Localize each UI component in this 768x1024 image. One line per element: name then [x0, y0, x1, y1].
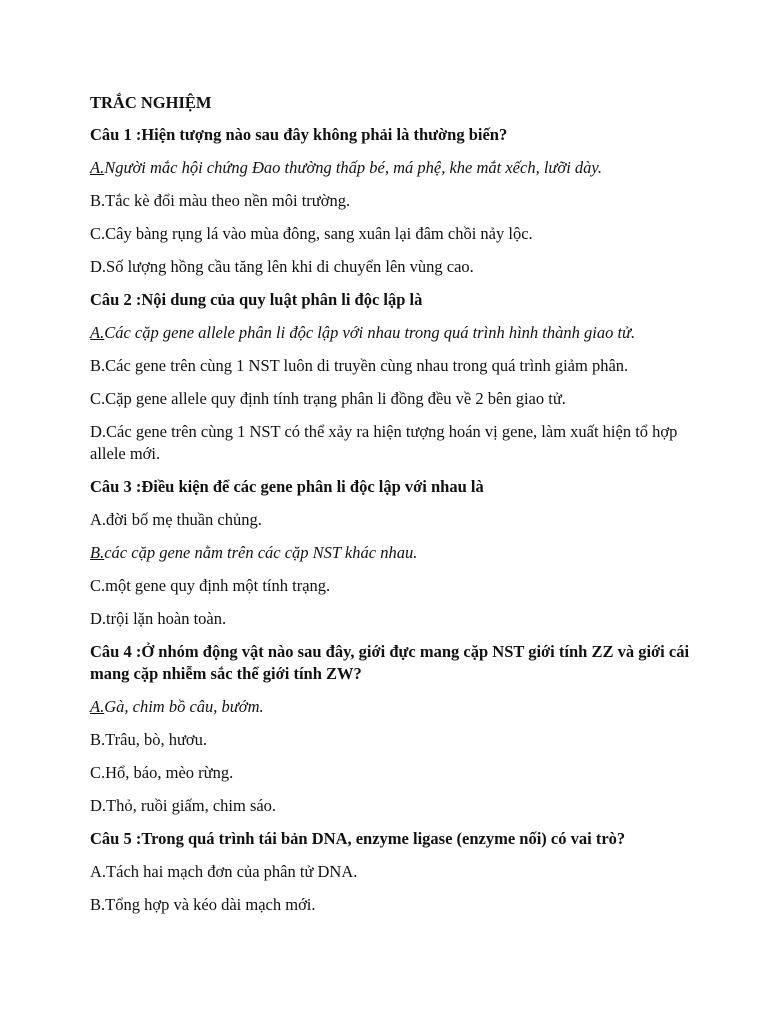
- option-text: Tách hai mạch đơn của phân tử DNA.: [106, 862, 358, 881]
- option-text: Trâu, bò, hươu.: [105, 730, 208, 749]
- answer-option: [90, 894, 690, 916]
- document-heading: TRẮC NGHIỆM: [90, 93, 212, 112]
- option-text: Số lượng hồng cầu tăng lên khi di chuyển lên vùng cao.: [106, 257, 474, 276]
- option-text: Gà, chim bồ câu, bướm.: [104, 697, 264, 716]
- option-letter: D.: [90, 609, 107, 628]
- question-block: [90, 828, 690, 916]
- option-text: Cây bàng rụng lá vào mùa đông, sang xuân lại đâm chồi nảy lộc.: [105, 224, 533, 243]
- option-text: Tắc kè đổi màu theo nền môi trường.: [105, 191, 351, 210]
- option-letter: A.: [90, 862, 107, 881]
- option-text: một gene quy định một tính trạng.: [105, 576, 331, 595]
- question-title: Câu 1 :Hiện tượng nào sau đây không phải là thường biến?: [90, 125, 508, 144]
- answer-option: [90, 729, 690, 751]
- option-letter: B.: [90, 356, 106, 375]
- answer-option: [90, 256, 690, 278]
- option-letter: A.: [90, 697, 105, 716]
- question-title: Câu 2 :Nội dung của quy luật phân li độc lập là: [90, 290, 423, 309]
- answer-option: [90, 355, 690, 377]
- option-text: Thỏ, ruồi giấm, chim sáo.: [106, 796, 277, 815]
- question-block: [90, 641, 690, 817]
- option-letter: D.: [90, 422, 107, 441]
- option-text: Các cặp gene allele phân li độc lập với nhau trong quá trình hình thành giao tử.: [104, 323, 636, 342]
- option-letter: A.: [90, 158, 105, 177]
- option-letter: C.: [90, 576, 106, 595]
- answer-option: [90, 190, 690, 212]
- option-letter: D.: [90, 796, 107, 815]
- option-text: Các gene trên cùng 1 NST luôn di truyền cùng nhau trong quá trình giảm phân.: [105, 356, 629, 375]
- option-letter: A.: [90, 510, 107, 529]
- option-text: trội lặn hoàn toàn.: [106, 609, 227, 628]
- answer-option: [90, 388, 690, 410]
- answer-option: [90, 608, 690, 630]
- answer-option: [90, 861, 690, 883]
- answer-option-correct: [90, 542, 690, 564]
- option-letter: B.: [90, 730, 106, 749]
- answer-option: [90, 223, 690, 245]
- answer-option-correct: [90, 322, 690, 344]
- option-text: Hổ, báo, mèo rừng.: [105, 763, 234, 782]
- answer-option-correct: [90, 696, 690, 718]
- option-letter: B.: [90, 895, 106, 914]
- question-list: [90, 124, 690, 916]
- option-text: đời bố mẹ thuần chủng.: [106, 510, 262, 529]
- answer-option: [90, 421, 690, 465]
- question-block: [90, 124, 690, 278]
- option-text: Cặp gene allele quy định tính trạng phân li đồng đều về 2 bên giao tử.: [105, 389, 566, 408]
- option-text: Tổng hợp và kéo dài mạch mới.: [105, 895, 316, 914]
- question-title: Câu 5 :Trong quá trình tái bản DNA, enzyme ligase (enzyme nối) có vai trò?: [90, 829, 626, 848]
- option-letter: B.: [90, 191, 106, 210]
- option-text: Các gene trên cùng 1 NST có thể xảy ra hiện tượng hoán vị gene, làm xuất hiện tổ hợp allele mới.: [90, 422, 678, 463]
- option-letter: A.: [90, 323, 105, 342]
- question-block: [90, 289, 690, 465]
- option-text: Người mắc hội chứng Đao thường thấp bé, má phệ, khe mắt xếch, lưỡi dày.: [104, 158, 602, 177]
- option-letter: C.: [90, 389, 106, 408]
- question-title: Câu 3 :Điều kiện để các gene phân li độc lập với nhau là: [90, 477, 484, 496]
- answer-option-correct: [90, 157, 690, 179]
- answer-option: [90, 795, 690, 817]
- question-block: [90, 476, 690, 630]
- option-letter: B.: [90, 543, 105, 562]
- question-title: Câu 4 :Ở nhóm động vật nào sau đây, giới đực mang cặp NST giới tính ZZ và giới cái mang cặp nhiễm sắc thể giới tính ZW?: [90, 642, 690, 683]
- answer-option: [90, 575, 690, 597]
- document-page: [90, 92, 690, 927]
- option-letter: D.: [90, 257, 107, 276]
- option-letter: C.: [90, 224, 106, 243]
- answer-option: [90, 762, 690, 784]
- option-text: các cặp gene nằm trên các cặp NST khác nhau.: [104, 543, 418, 562]
- answer-option: [90, 509, 690, 531]
- option-letter: C.: [90, 763, 106, 782]
